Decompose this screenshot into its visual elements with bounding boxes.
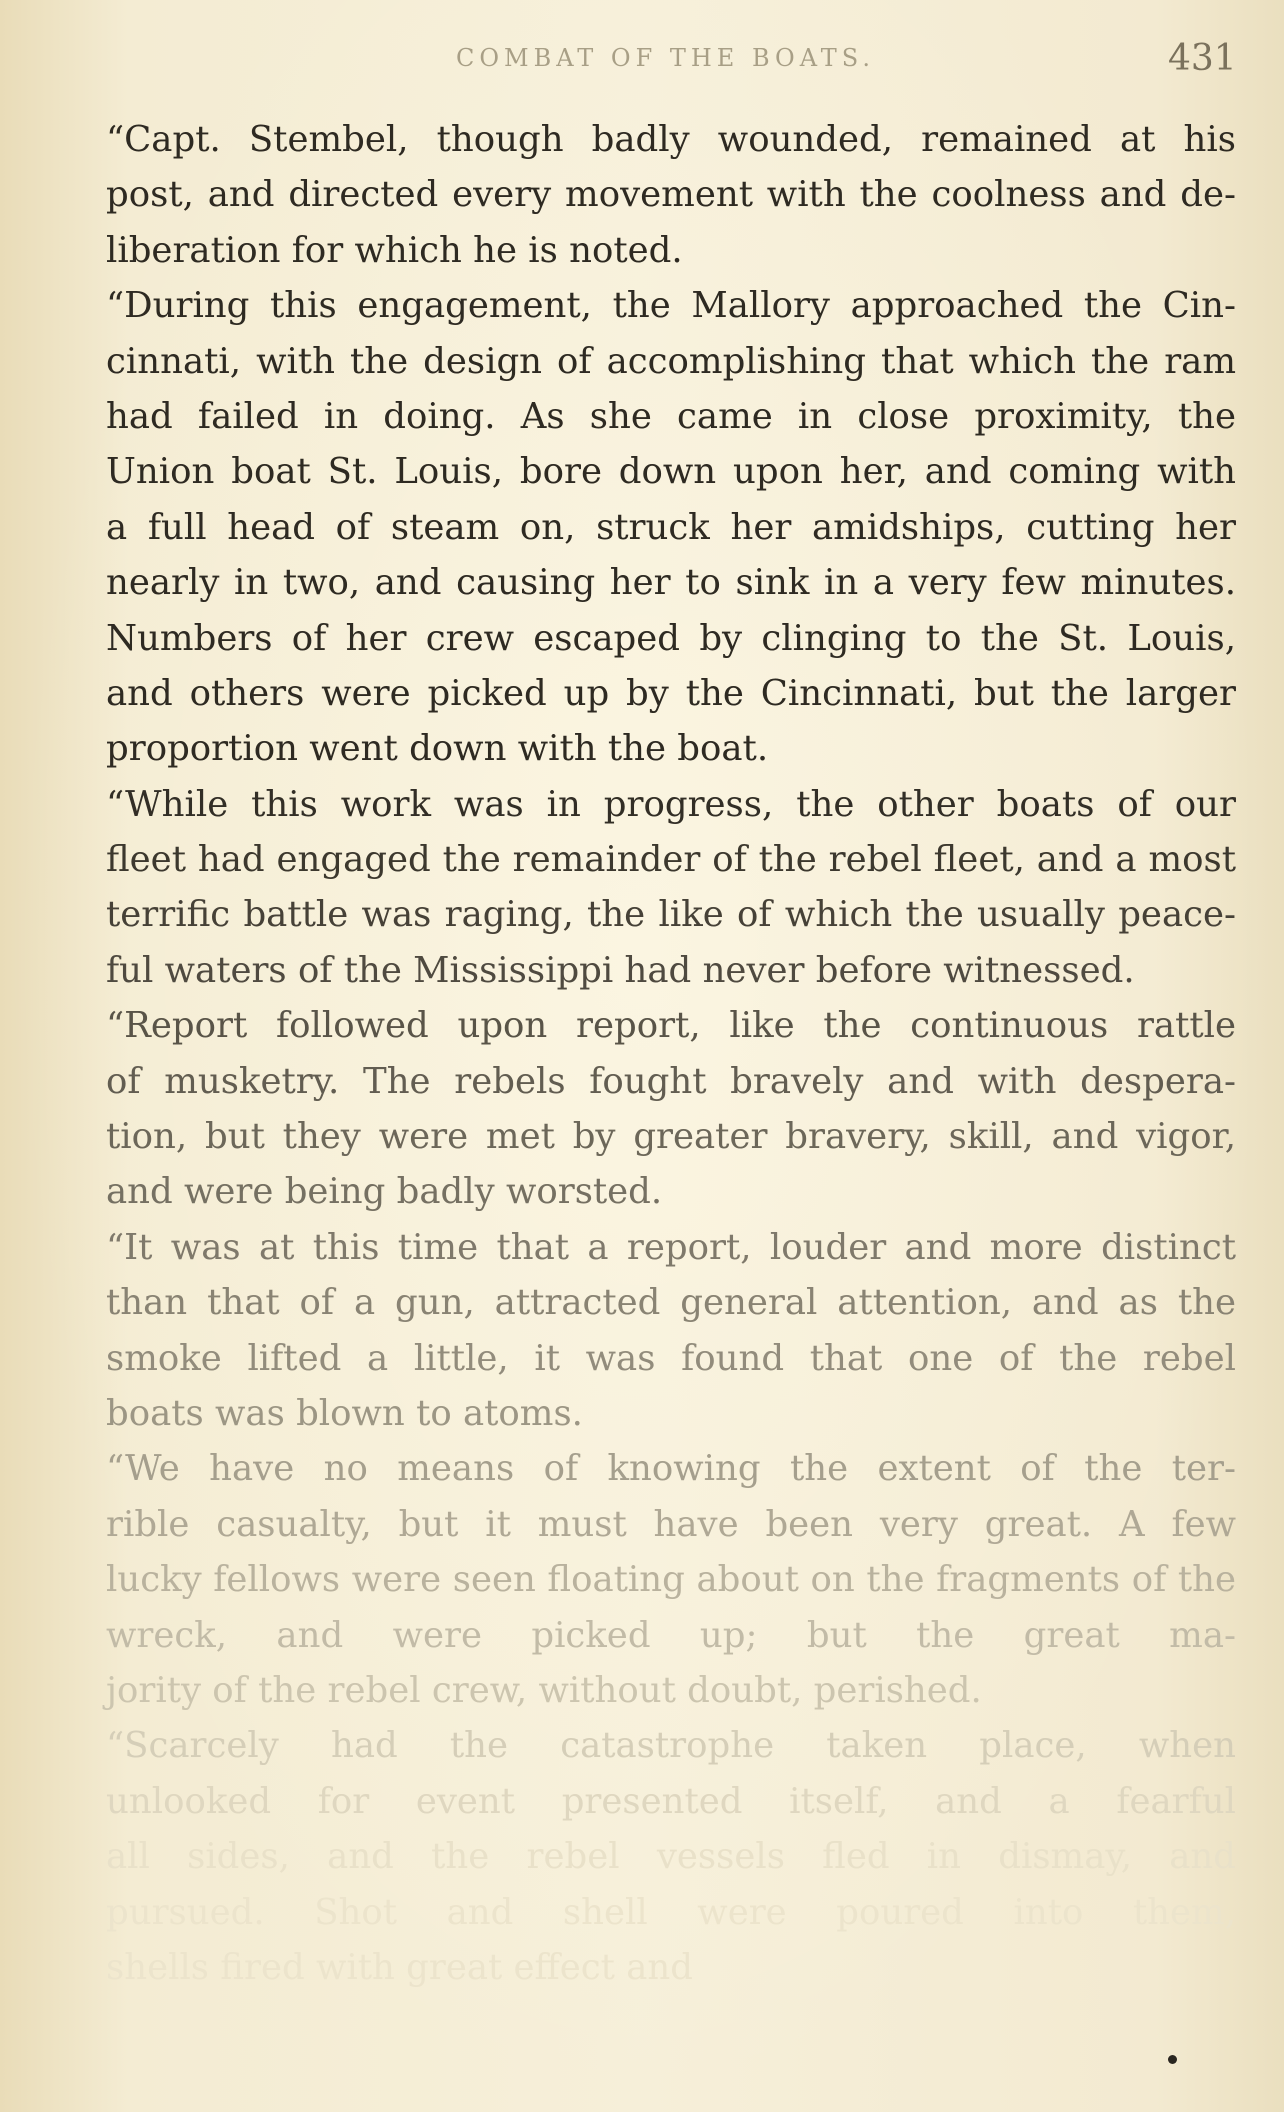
- text-line: wreck, and were picked up; but the great ma-: [106, 1614, 1236, 1656]
- text-line: and were being badly worsted.: [106, 1171, 663, 1213]
- text-line: ful waters of the Mississippi had never before witnessed.: [106, 949, 1135, 991]
- text-line: liberation for which he is noted.: [106, 229, 683, 271]
- text-line: Numbers of her crew escaped by clinging to the St. Louis,: [106, 617, 1236, 659]
- text-line: “It was at this time that a report, louder and more distinct: [106, 1226, 1236, 1268]
- text-line: and others were picked up by the Cincinnati, but the larger: [106, 672, 1236, 714]
- text-line: “Scarcely had the catastrophe taken place, when: [106, 1725, 1236, 1767]
- text-line: unlooked for event presented itself, and a fearful: [106, 1780, 1236, 1822]
- text-line: fleet had engaged the remainder of the rebel fleet, and a most: [106, 839, 1236, 881]
- text-line: tion, but they were met by greater bravery, skill, and vigor,: [106, 1116, 1236, 1158]
- ink-speck: [1168, 2055, 1177, 2064]
- text-line: “We have no means of knowing the extent of the ter-: [106, 1448, 1236, 1490]
- body-text: [106, 112, 1236, 1995]
- text-line: shells fired with great effect and: [106, 1946, 693, 1988]
- text-line: pursued. Shot and shell were poured into them,: [106, 1891, 1236, 1933]
- text-line: lucky fellows were seen floating about on the fragments of the: [106, 1559, 1236, 1601]
- text-line: Union boat St. Louis, bore down upon her, and coming with: [106, 451, 1236, 493]
- text-line: than that of a gun, attracted general attention, and as the: [106, 1282, 1236, 1324]
- text-line: “Report followed upon report, like the continuous rattle: [106, 1005, 1236, 1047]
- text-line: post, and directed every movement with the coolness and de-: [106, 174, 1236, 216]
- text-line: nearly in two, and causing her to sink in a very few minutes.: [106, 562, 1236, 604]
- text-line: boats was blown to atoms.: [106, 1392, 583, 1434]
- text-line: jority of the rebel crew, without doubt, perished.: [106, 1669, 982, 1711]
- text-line: all sides, and the rebel vessels fled in dismay, and: [106, 1836, 1236, 1878]
- text-line: of musketry. The rebels fought bravely and with despera-: [106, 1060, 1236, 1102]
- text-line: “While this work was in progress, the other boats of our: [106, 783, 1236, 825]
- text-line: had failed in doing. As she came in close proximity, the: [106, 395, 1236, 437]
- text-line: cinnati, with the design of accomplishing that which the ram: [106, 340, 1236, 382]
- text-line: rible casualty, but it must have been very great. A few: [106, 1503, 1236, 1545]
- text-line: terrific battle was raging, the like of which the usually peace-: [106, 894, 1236, 936]
- running-title: COMBAT OF THE BOATS.: [456, 44, 875, 72]
- text-line: “During this engagement, the Mallory approached the Cin-: [106, 285, 1236, 327]
- page-number: 431: [1168, 38, 1237, 79]
- text-line: smoke lifted a little, it was found that one of the rebel: [106, 1337, 1236, 1379]
- text-line: “Capt. Stembel, though badly wounded, remained at his: [106, 119, 1236, 160]
- running-head: [0, 38, 1284, 84]
- text-line: proportion went down with the boat.: [106, 728, 769, 770]
- text-line: a full head of steam on, struck her amidships, cutting her: [106, 506, 1236, 548]
